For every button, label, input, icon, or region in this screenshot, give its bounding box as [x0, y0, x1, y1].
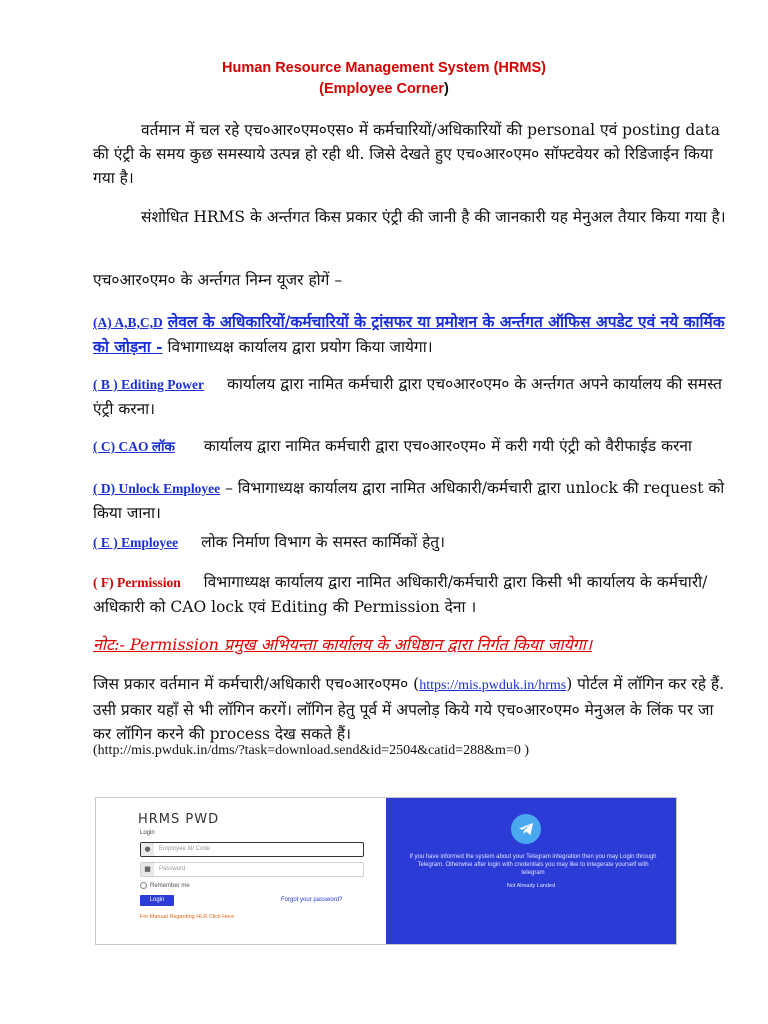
portal-link[interactable]: https://mis.pwduk.in/hrms — [419, 678, 567, 693]
employee-id-field[interactable] — [140, 842, 364, 857]
item-b-label: ( B ) Editing Power — [93, 377, 204, 392]
document-subtitle — [0, 81, 768, 97]
password-placeholder: Password — [159, 866, 186, 872]
subtitle-text: (Employee Corner — [319, 81, 445, 97]
telegram-panel — [386, 798, 676, 944]
item-d-label: ( D) Unlock Employee — [93, 481, 221, 496]
user-item-a — [93, 310, 733, 359]
item-c-label: ( C) CAO लॉक — [93, 439, 175, 454]
item-f-text: विभागाध्यक्ष कार्यालय द्वारा नामित अधिकारी/कर्मचारी द्वारा किसी भी कार्यालय के कर्मचारी/अधिकारी को CAO lock एवं Editing की Permission देना । — [93, 573, 708, 616]
item-e-label: ( E ) Employee — [93, 535, 179, 550]
login-label: Login — [140, 830, 155, 836]
item-b-text: कार्यालय द्वारा नामित कर्मचारी द्वारा एच०आर०एम० के अर्न्तगत अपने कार्यालय की समस्त एंट्री करना। — [93, 375, 722, 418]
manual-paragraph: संशोधित HRMS के अर्न्तगत किस प्रकार एंट्री की जानी है की जानकारी यह मेनुअल तैयार किया गया है। — [141, 208, 726, 226]
user-icon: ● — [141, 843, 154, 856]
login-button[interactable]: Login — [140, 895, 174, 906]
item-c-text: कार्यालय द्वारा नामित कर्मचारी द्वारा एच०आर०एम० में करी गयी एंट्री को वैरीफाईड करना — [203, 437, 692, 455]
telegram-icon[interactable] — [511, 814, 541, 844]
document-title: Human Resource Management System (HRMS) — [222, 60, 546, 76]
item-a-highlight: लेवल के अधिकारियों/कर्मचारियों के ट्रांसफर या प्रमोशन के अर्न्तगत ऑफिस अपडेट एवं नये कार्मिक को जोड़ना - — [93, 312, 725, 356]
intro-paragraph: वर्तमान में चल रहे एच०आर०एम०एस० में कर्मचारियों/अधिकारियों की personal एवं posting data की एंट्री के समय कुछ समस्याये उत्पन्न हो रही थी. जिसे देखते हुए एच०आर०एम० सॉफ्टवेयर को रिडिजाईन किया गया है। — [93, 121, 721, 187]
login-paragraph — [93, 672, 733, 746]
forgot-password-link[interactable]: Forgot your password? — [281, 897, 343, 903]
telegram-link[interactable]: Not Already Landed — [506, 883, 556, 889]
employee-id-placeholder: Employee Id/ Code — [159, 846, 211, 852]
login-para-pre: जिस प्रकार वर्तमान में कर्मचारी/अधिकारी एच०आर०एम० ( — [93, 675, 420, 693]
telegram-info-text: If you have informed the system about your Telegram integration then you may Login through Telegram. Otherwise after login with credentials you may like to integerate yourself with telegram — [409, 854, 657, 876]
remember-me[interactable] — [140, 882, 190, 889]
login-panel — [96, 798, 386, 944]
permission-note: नोट:- Permission प्रमुख अभियन्ता कार्यालय के अधिष्ठान द्वारा निर्गत किया जायेगा। — [93, 635, 593, 654]
user-item-e — [93, 530, 733, 555]
manual-download-url: (http://mis.pwduk.in/dms/?task=download.send&id=2504&catid=288&m=0 ) — [93, 743, 529, 758]
subtitle-close: ) — [444, 81, 449, 97]
user-item-c — [93, 434, 733, 459]
item-a-text: विभागाध्यक्ष कार्यालय द्वारा प्रयोग किया जायेगा। — [162, 338, 433, 356]
remember-label: Remember me — [150, 883, 190, 890]
user-item-b — [93, 372, 733, 421]
brand-title: HRMS PWD — [138, 812, 220, 827]
users-intro: एच०आर०एम० के अर्न्तगत निम्न यूजर होगें – — [93, 271, 343, 289]
login-para-post: ) पोर्टल में लॉगिन कर रहे हैं. उसी प्रकार यहाँ से भी लॉगिन करगें। लॉगिन हेतु पूर्व में अपलोड़ किये गये एच०आर०एम० मेनुअल के लिंक पर जा कर लॉगिन करने की process देख सकते हैं। — [93, 675, 725, 743]
item-f-label: ( F) Permission — [93, 575, 181, 590]
remember-checkbox[interactable] — [140, 882, 147, 889]
user-item-d — [93, 476, 733, 525]
lock-icon: ■ — [141, 863, 154, 876]
login-screenshot — [95, 797, 677, 945]
password-field[interactable] — [140, 862, 364, 877]
user-item-f — [93, 570, 733, 619]
item-d-text: – विभागाध्यक्ष कार्यालय द्वारा नामित अधिकारी/कर्मचारी द्वारा unlock की request को किया जाना। — [93, 479, 725, 522]
manual-link[interactable]: For Manual Regarding HLR Click Here — [140, 914, 235, 920]
item-e-text: लोक निर्माण विभाग के समस्त कार्मिकों हेतु। — [201, 533, 446, 551]
item-a-label: (A) A,B,C,D — [93, 315, 163, 330]
